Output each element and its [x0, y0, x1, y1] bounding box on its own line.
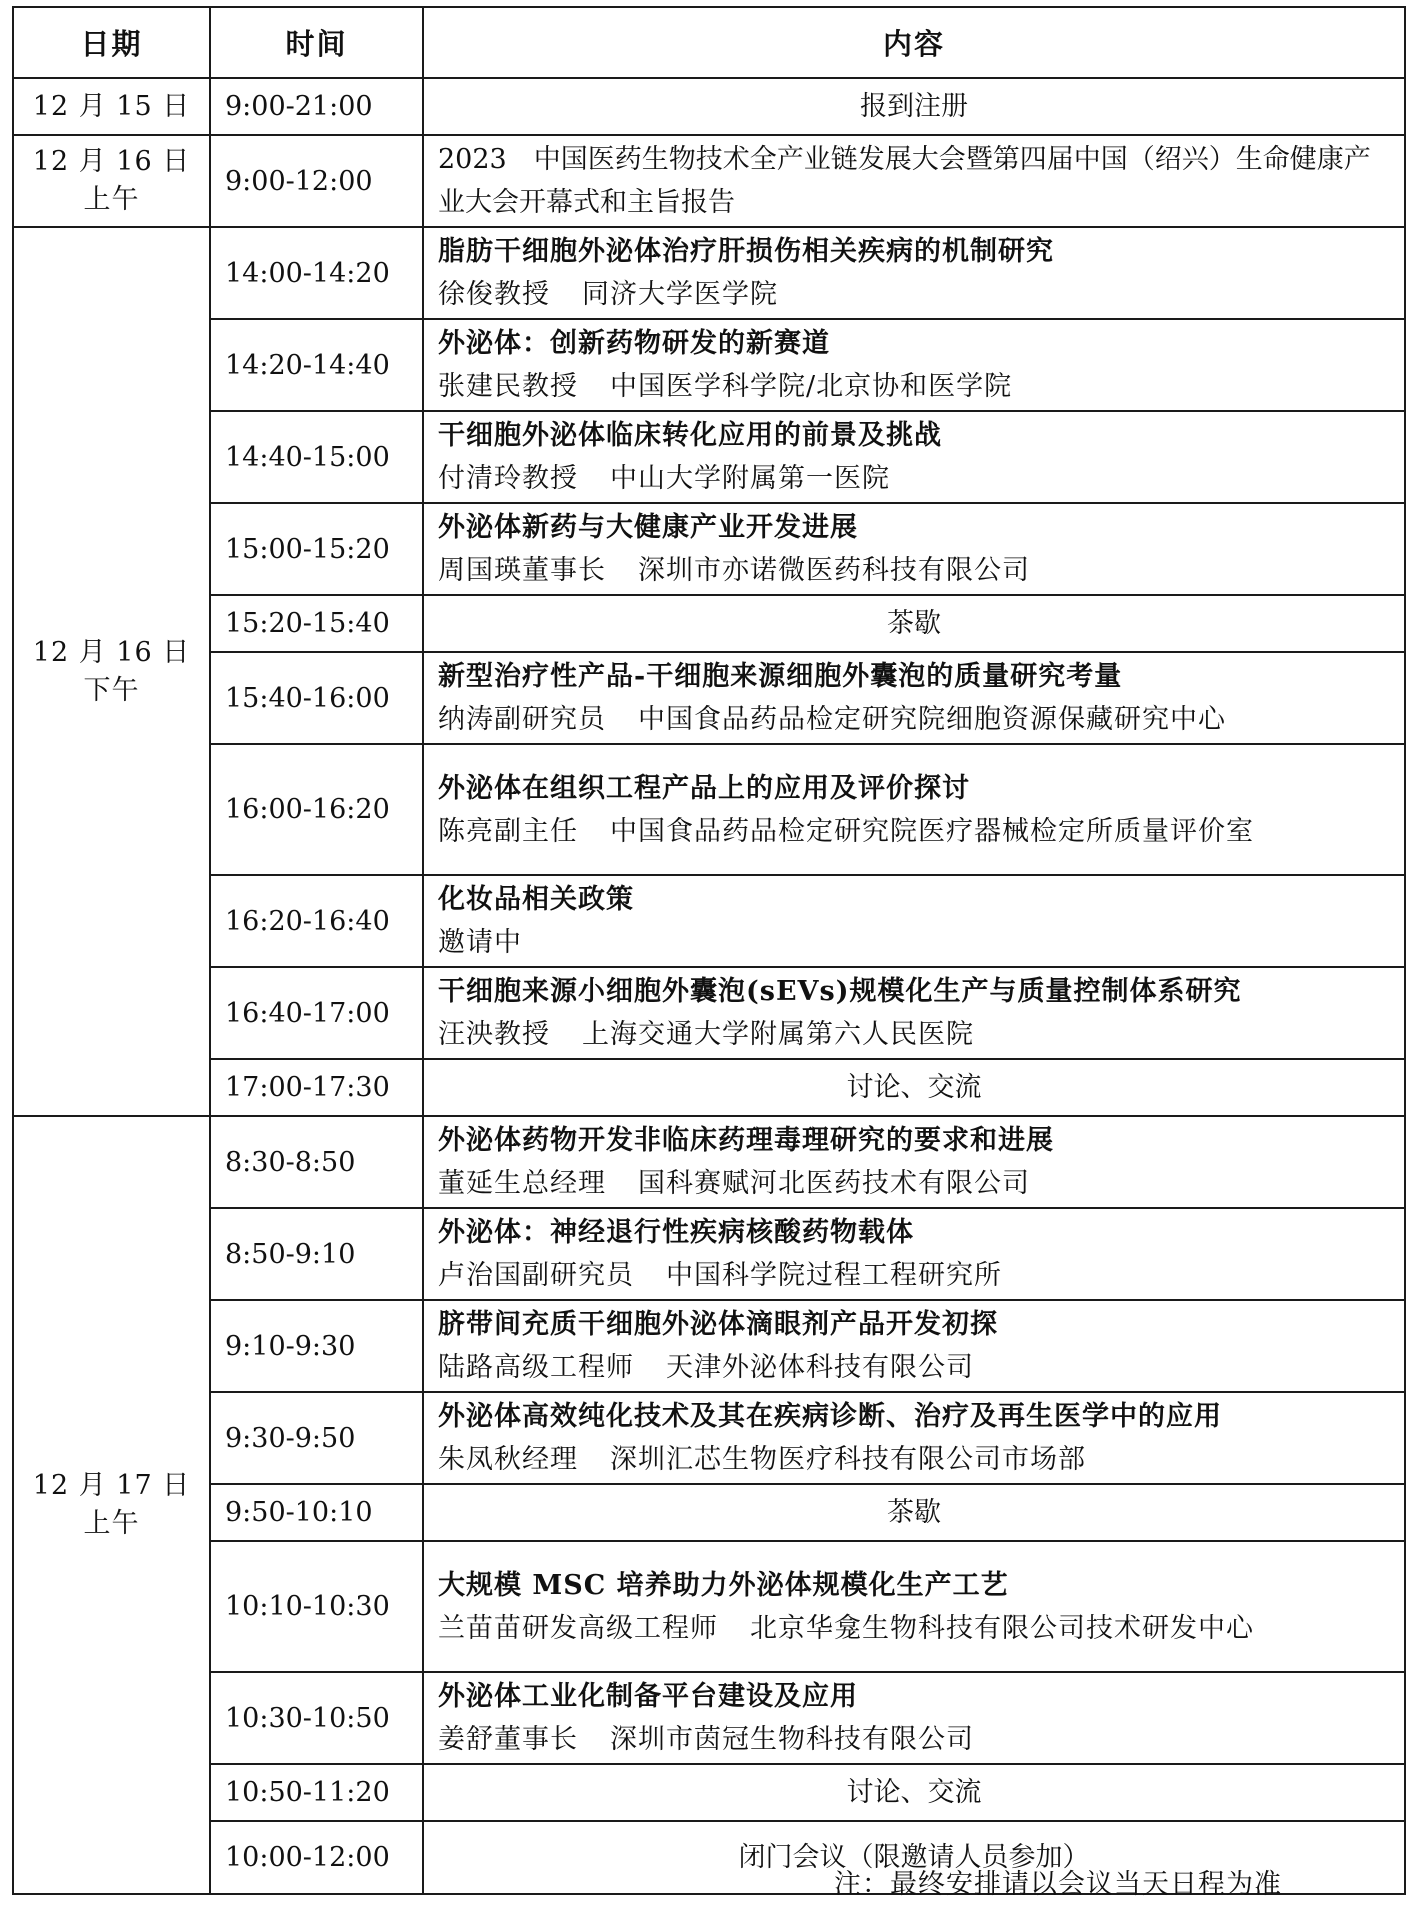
table-row — [13, 319, 1405, 411]
time-cell: 9:50-10:10 — [210, 1484, 423, 1541]
time-cell: 16:20-16:40 — [210, 875, 423, 967]
time-cell: 15:00-15:20 — [210, 503, 423, 595]
date-period: 上午 — [83, 184, 140, 215]
table-row — [13, 1392, 1405, 1484]
time-cell: 9:00-21:00 — [210, 78, 423, 135]
content-cell — [423, 967, 1405, 1059]
content-cell — [423, 1300, 1405, 1392]
speaker-org: 中国医学科学院/北京协和医学院 — [610, 371, 1013, 402]
speaker-line — [438, 1438, 1390, 1481]
speaker-name: 董延生总经理 — [438, 1168, 606, 1199]
speaker-name: 张建民教授 — [438, 371, 578, 402]
speaker-org: 同济大学医学院 — [582, 279, 778, 310]
time-cell: 9:00-12:00 — [210, 135, 423, 227]
agenda-body — [13, 78, 1405, 1894]
speaker-line — [438, 810, 1390, 853]
speaker-name: 汪泱教授 — [438, 1019, 550, 1050]
time-cell: 9:10-9:30 — [210, 1300, 423, 1392]
time-cell: 8:30-8:50 — [210, 1116, 423, 1208]
time-cell: 9:30-9:50 — [210, 1392, 423, 1484]
session-title: 外泌体：神经退行性疾病核酸药物载体 — [438, 1217, 914, 1248]
speaker-line — [438, 365, 1390, 408]
table-row — [13, 1764, 1405, 1821]
session-title: 脐带间充质干细胞外泌体滴眼剂产品开发初探 — [438, 1309, 998, 1340]
speaker-org: 深圳市茵冠生物科技有限公司 — [610, 1724, 974, 1755]
speaker-org: 天津外泌体科技有限公司 — [666, 1352, 974, 1383]
date-label: 12 月 16 日 — [32, 146, 191, 177]
speaker-name: 陈亮副主任 — [438, 815, 578, 847]
table-row — [13, 1672, 1405, 1764]
content-cell — [423, 652, 1405, 744]
speaker-line — [438, 921, 1390, 964]
speaker-line — [438, 457, 1390, 500]
content-cell — [423, 1392, 1405, 1484]
speaker-org: 中国科学院过程工程研究所 — [666, 1260, 1002, 1291]
session-title: 外泌体高效纯化技术及其在疾病诊断、治疗及再生医学中的应用 — [438, 1401, 1222, 1432]
speaker-line — [438, 698, 1390, 741]
content-cell — [423, 744, 1405, 875]
session-title: 大规模 MSC 培养助力外泌体规模化生产工艺 — [438, 1569, 1009, 1601]
table-row — [13, 1541, 1405, 1672]
speaker-line — [438, 1718, 1390, 1761]
date-period: 上午 — [83, 1508, 140, 1539]
table-row — [13, 503, 1405, 595]
content-cell: 茶歇 — [423, 1484, 1405, 1541]
session-title: 外泌体在组织工程产品上的应用及评价探讨 — [438, 772, 970, 804]
session-title: 化妆品相关政策 — [438, 884, 634, 915]
content-cell — [423, 875, 1405, 967]
table-row — [13, 875, 1405, 967]
time-cell: 14:20-14:40 — [210, 319, 423, 411]
time-cell: 15:40-16:00 — [210, 652, 423, 744]
content-cell: 讨论、交流 — [423, 1059, 1405, 1116]
content-cell: 讨论、交流 — [423, 1764, 1405, 1821]
table-row — [13, 78, 1405, 135]
speaker-line — [438, 1254, 1390, 1297]
session-title: 外泌体药物开发非临床药理毒理研究的要求和进展 — [438, 1125, 1054, 1156]
table-row — [13, 595, 1405, 652]
content-cell: 茶歇 — [423, 595, 1405, 652]
content-cell — [423, 411, 1405, 503]
time-cell: 10:30-10:50 — [210, 1672, 423, 1764]
date-label: 12 月 15 日 — [32, 90, 191, 122]
content-cell: 2023 中国医药生物技术全产业链发展大会暨第四届中国（绍兴）生命健康产业大会开幕式和主旨报告 — [423, 135, 1405, 227]
speaker-line — [438, 1607, 1390, 1650]
time-cell: 14:00-14:20 — [210, 227, 423, 319]
speaker-name: 纳涛副研究员 — [438, 704, 606, 735]
speaker-line — [438, 1162, 1390, 1205]
speaker-line — [438, 1346, 1390, 1389]
session-title: 干细胞来源小细胞外囊泡(sEVs)规模化生产与质量控制体系研究 — [438, 976, 1242, 1007]
footnote: 注：最终安排请以会议当天日程为准 — [834, 1869, 1282, 1900]
header-time: 时间 — [210, 7, 423, 78]
speaker-org: 中山大学附属第一医院 — [610, 463, 890, 494]
speaker-org: 深圳市亦诺微医药科技有限公司 — [638, 555, 1030, 586]
session-title: 干细胞外泌体临床转化应用的前景及挑战 — [438, 420, 942, 451]
content-cell — [423, 319, 1405, 411]
content-cell: 闭门会议（限邀请人员参加） — [423, 1821, 1405, 1894]
speaker-name: 徐俊教授 — [438, 279, 550, 310]
table-row — [13, 1484, 1405, 1541]
speaker-name: 邀请中 — [438, 927, 522, 958]
speaker-org: 中国食品药品检定研究院医疗器械检定所质量评价室 — [610, 815, 1254, 847]
table-row — [13, 135, 1405, 227]
time-cell: 8:50-9:10 — [210, 1208, 423, 1300]
agenda-table — [12, 6, 1406, 1895]
date-cell — [13, 1116, 210, 1894]
time-cell: 17:00-17:30 — [210, 1059, 423, 1116]
speaker-org: 北京华龛生物科技有限公司技术研发中心 — [750, 1612, 1254, 1644]
time-cell: 16:40-17:00 — [210, 967, 423, 1059]
time-cell: 15:20-15:40 — [210, 595, 423, 652]
speaker-org: 深圳汇芯生物医疗科技有限公司市场部 — [610, 1444, 1086, 1475]
session-title: 脂肪干细胞外泌体治疗肝损伤相关疾病的机制研究 — [438, 236, 1054, 267]
session-title: 外泌体工业化制备平台建设及应用 — [438, 1681, 858, 1712]
content-cell — [423, 1541, 1405, 1672]
speaker-name: 付清玲教授 — [438, 463, 578, 494]
date-period: 下午 — [83, 674, 140, 706]
table-row — [13, 744, 1405, 875]
table-row — [13, 652, 1405, 744]
date-cell — [13, 135, 210, 227]
session-title: 外泌体：创新药物研发的新赛道 — [438, 328, 830, 359]
speaker-line — [438, 1013, 1390, 1056]
content-cell — [423, 503, 1405, 595]
date-label: 12 月 16 日 — [32, 636, 191, 668]
content-cell: 报到注册 — [423, 78, 1405, 135]
content-cell — [423, 227, 1405, 319]
header-date: 日期 — [13, 7, 210, 78]
speaker-org: 中国食品药品检定研究院细胞资源保藏研究中心 — [638, 704, 1226, 735]
date-cell — [13, 227, 210, 1116]
speaker-name: 兰苗苗研发高级工程师 — [438, 1612, 718, 1644]
table-row — [13, 1208, 1405, 1300]
speaker-name: 卢治国副研究员 — [438, 1260, 634, 1291]
time-cell: 16:00-16:20 — [210, 744, 423, 875]
speaker-name: 周国瑛董事长 — [438, 555, 606, 586]
speaker-name: 陆路高级工程师 — [438, 1352, 634, 1383]
session-title: 外泌体新药与大健康产业开发进展 — [438, 512, 858, 543]
speaker-line — [438, 273, 1390, 316]
speaker-line — [438, 549, 1390, 592]
time-cell: 10:10-10:30 — [210, 1541, 423, 1672]
content-cell — [423, 1116, 1405, 1208]
content-cell — [423, 1208, 1405, 1300]
table-row — [13, 411, 1405, 503]
header-row — [13, 7, 1405, 78]
session-title: 新型治疗性产品-干细胞来源细胞外囊泡的质量研究考量 — [438, 661, 1123, 692]
date-label: 12 月 17 日 — [32, 1470, 191, 1501]
speaker-org: 国科赛赋河北医药技术有限公司 — [638, 1168, 1030, 1199]
header-content: 内容 — [423, 7, 1405, 78]
speaker-org: 上海交通大学附属第六人民医院 — [582, 1019, 974, 1050]
speaker-name: 姜舒董事长 — [438, 1724, 578, 1755]
time-cell: 10:50-11:20 — [210, 1764, 423, 1821]
table-row — [13, 227, 1405, 319]
table-row — [13, 1059, 1405, 1116]
time-cell: 10:00-12:00 — [210, 1821, 423, 1894]
content-cell — [423, 1672, 1405, 1764]
time-cell: 14:40-15:00 — [210, 411, 423, 503]
date-cell — [13, 78, 210, 135]
table-row — [13, 967, 1405, 1059]
table-row — [13, 1116, 1405, 1208]
table-row — [13, 1300, 1405, 1392]
speaker-name: 朱凤秋经理 — [438, 1444, 578, 1475]
